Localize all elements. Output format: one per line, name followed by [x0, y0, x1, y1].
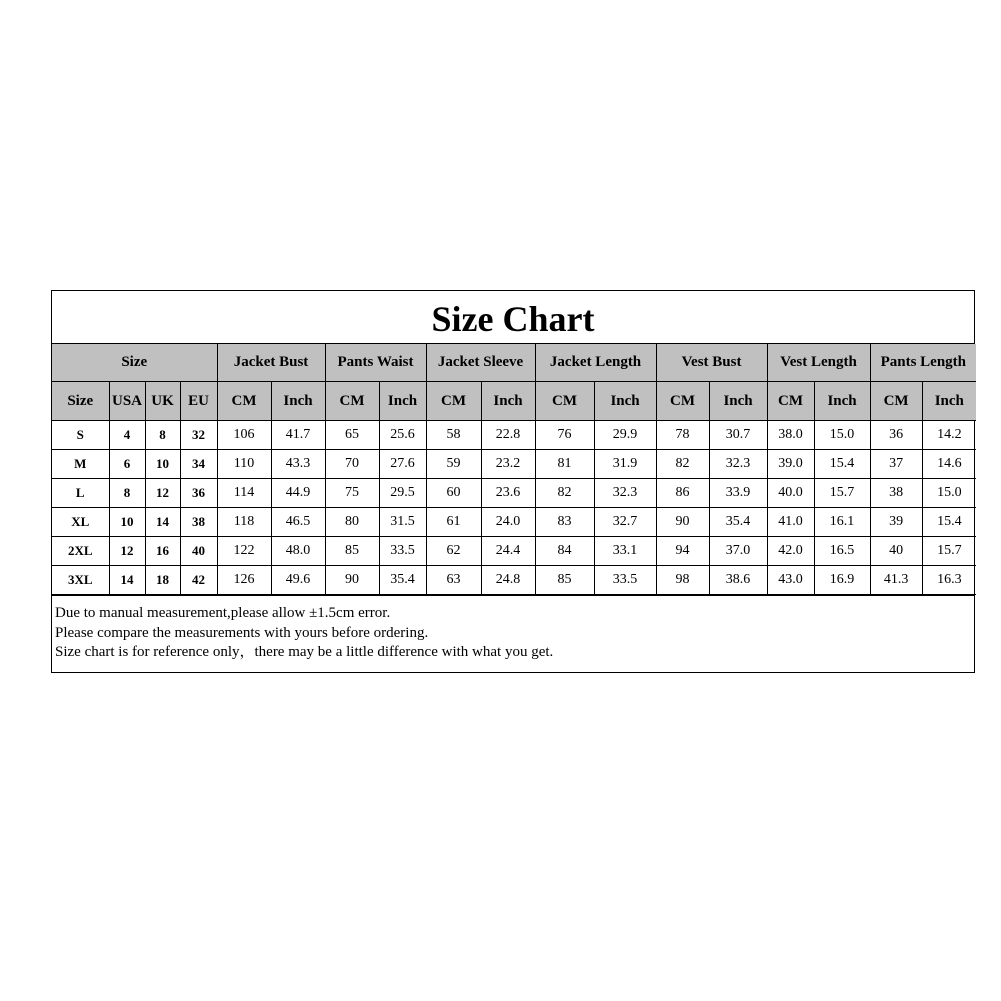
table-cell: 31.9 — [594, 450, 656, 479]
column-header: Inch — [379, 382, 426, 421]
table-cell: 29.5 — [379, 479, 426, 508]
table-cell: 23.6 — [481, 479, 535, 508]
sub-header-row — [52, 382, 976, 421]
table-cell: 59 — [426, 450, 481, 479]
table-cell: 8 — [145, 421, 180, 450]
table-cell: 32.7 — [594, 508, 656, 537]
group-header: Jacket Sleeve — [426, 344, 535, 382]
table-cell: 80 — [325, 508, 379, 537]
table-cell: L — [52, 479, 109, 508]
table-cell: 82 — [656, 450, 709, 479]
table-cell: 83 — [535, 508, 594, 537]
table-cell: 4 — [109, 421, 145, 450]
table-cell: M — [52, 450, 109, 479]
table-cell: 38.6 — [709, 566, 767, 595]
column-header: UK — [145, 382, 180, 421]
table-cell: 90 — [325, 566, 379, 595]
table-cell: 16 — [145, 537, 180, 566]
table-cell: 40 — [870, 537, 922, 566]
table-cell: 16.5 — [814, 537, 870, 566]
table-cell: 16.9 — [814, 566, 870, 595]
column-header: Size — [52, 382, 109, 421]
group-header: Vest Bust — [656, 344, 767, 382]
table-cell: 110 — [217, 450, 271, 479]
table-body — [52, 421, 976, 595]
table-row — [52, 537, 976, 566]
table-cell: 82 — [535, 479, 594, 508]
table-cell: 43.3 — [271, 450, 325, 479]
table-cell: 86 — [656, 479, 709, 508]
column-header: Inch — [922, 382, 976, 421]
table-cell: 15.4 — [922, 508, 976, 537]
column-header: Inch — [271, 382, 325, 421]
table-cell: 33.1 — [594, 537, 656, 566]
table-cell: 25.6 — [379, 421, 426, 450]
table-cell: 118 — [217, 508, 271, 537]
table-cell: 33.5 — [594, 566, 656, 595]
size-chart — [51, 290, 975, 673]
table-cell: 14.2 — [922, 421, 976, 450]
table-cell: 15.7 — [922, 537, 976, 566]
table-cell: 27.6 — [379, 450, 426, 479]
note-line: Size chart is for reference only，there may be a little difference with what you get. — [55, 644, 554, 660]
table-cell: 36 — [180, 479, 217, 508]
table-cell: 12 — [145, 479, 180, 508]
table-cell: 114 — [217, 479, 271, 508]
table-cell: 42.0 — [767, 537, 814, 566]
table-cell: 126 — [217, 566, 271, 595]
table-cell: 10 — [109, 508, 145, 537]
table-cell: 37 — [870, 450, 922, 479]
table-cell: 22.8 — [481, 421, 535, 450]
table-cell: 18 — [145, 566, 180, 595]
column-header: CM — [767, 382, 814, 421]
table-cell: 65 — [325, 421, 379, 450]
table-cell: 62 — [426, 537, 481, 566]
table-cell: 38.0 — [767, 421, 814, 450]
table-cell: 40 — [180, 537, 217, 566]
table-cell: 41.0 — [767, 508, 814, 537]
table-cell: 38 — [180, 508, 217, 537]
column-header: CM — [217, 382, 271, 421]
table-cell: 32 — [180, 421, 217, 450]
table-cell: 49.6 — [271, 566, 325, 595]
table-cell: 15.4 — [814, 450, 870, 479]
table-cell: 39.0 — [767, 450, 814, 479]
group-header: Jacket Length — [535, 344, 656, 382]
table-row — [52, 566, 976, 595]
table-cell: 85 — [535, 566, 594, 595]
column-header: EU — [180, 382, 217, 421]
table-cell: 39 — [870, 508, 922, 537]
table-cell: 41.7 — [271, 421, 325, 450]
group-header: Size — [52, 344, 217, 382]
table-cell: 85 — [325, 537, 379, 566]
table-cell: 8 — [109, 479, 145, 508]
note-line: Due to manual measurement,please allow ±1.5cm error. — [55, 605, 391, 621]
column-header: Inch — [709, 382, 767, 421]
table-cell: 122 — [217, 537, 271, 566]
table-cell: 42 — [180, 566, 217, 595]
table-cell: 84 — [535, 537, 594, 566]
group-header: Pants Length — [870, 344, 976, 382]
note-line: Please compare the measurements with yours before ordering. — [55, 624, 429, 641]
column-header: CM — [656, 382, 709, 421]
table-cell: 12 — [109, 537, 145, 566]
chart-title: Size Chart — [52, 291, 974, 344]
table-cell: 81 — [535, 450, 594, 479]
table-cell: 41.3 — [870, 566, 922, 595]
table-row — [52, 421, 976, 450]
table-cell: 43.0 — [767, 566, 814, 595]
table-cell: 90 — [656, 508, 709, 537]
table-cell: 33.5 — [379, 537, 426, 566]
table-cell: 78 — [656, 421, 709, 450]
table-row — [52, 479, 976, 508]
table-cell: 24.0 — [481, 508, 535, 537]
table-cell: 6 — [109, 450, 145, 479]
table-cell: 16.3 — [922, 566, 976, 595]
table-cell: 30.7 — [709, 421, 767, 450]
table-cell: 36 — [870, 421, 922, 450]
table-cell: 44.9 — [271, 479, 325, 508]
table-cell: 2XL — [52, 537, 109, 566]
group-header-row — [52, 344, 976, 382]
table-row — [52, 508, 976, 537]
table-cell: 15.7 — [814, 479, 870, 508]
table-cell: 16.1 — [814, 508, 870, 537]
column-header: USA — [109, 382, 145, 421]
column-header: Inch — [481, 382, 535, 421]
table-cell: 10 — [145, 450, 180, 479]
column-header: Inch — [594, 382, 656, 421]
size-table — [52, 344, 976, 595]
table-cell: 58 — [426, 421, 481, 450]
table-cell: 48.0 — [271, 537, 325, 566]
notes — [52, 595, 974, 672]
table-cell: S — [52, 421, 109, 450]
group-header: Pants Waist — [325, 344, 426, 382]
table-cell: 23.2 — [481, 450, 535, 479]
table-cell: 32.3 — [594, 479, 656, 508]
table-cell: 63 — [426, 566, 481, 595]
table-cell: 33.9 — [709, 479, 767, 508]
table-cell: 46.5 — [271, 508, 325, 537]
table-cell: 31.5 — [379, 508, 426, 537]
table-cell: 38 — [870, 479, 922, 508]
column-header: Inch — [814, 382, 870, 421]
table-cell: 15.0 — [814, 421, 870, 450]
group-header: Vest Length — [767, 344, 870, 382]
table-cell: 76 — [535, 421, 594, 450]
table-cell: 24.8 — [481, 566, 535, 595]
table-cell: 70 — [325, 450, 379, 479]
table-cell: 32.3 — [709, 450, 767, 479]
table-cell: 37.0 — [709, 537, 767, 566]
table-cell: 40.0 — [767, 479, 814, 508]
table-cell: 14 — [145, 508, 180, 537]
table-cell: 98 — [656, 566, 709, 595]
table-cell: 75 — [325, 479, 379, 508]
table-cell: 14.6 — [922, 450, 976, 479]
table-cell: 24.4 — [481, 537, 535, 566]
table-row — [52, 450, 976, 479]
table-cell: 35.4 — [379, 566, 426, 595]
table-cell: 106 — [217, 421, 271, 450]
table-cell: 14 — [109, 566, 145, 595]
column-header: CM — [535, 382, 594, 421]
column-header: CM — [870, 382, 922, 421]
column-header: CM — [325, 382, 379, 421]
table-cell: 60 — [426, 479, 481, 508]
table-cell: 3XL — [52, 566, 109, 595]
table-cell: 34 — [180, 450, 217, 479]
table-cell: 61 — [426, 508, 481, 537]
column-header: CM — [426, 382, 481, 421]
group-header: Jacket Bust — [217, 344, 325, 382]
table-cell: XL — [52, 508, 109, 537]
table-cell: 15.0 — [922, 479, 976, 508]
table-cell: 94 — [656, 537, 709, 566]
table-cell: 35.4 — [709, 508, 767, 537]
table-cell: 29.9 — [594, 421, 656, 450]
